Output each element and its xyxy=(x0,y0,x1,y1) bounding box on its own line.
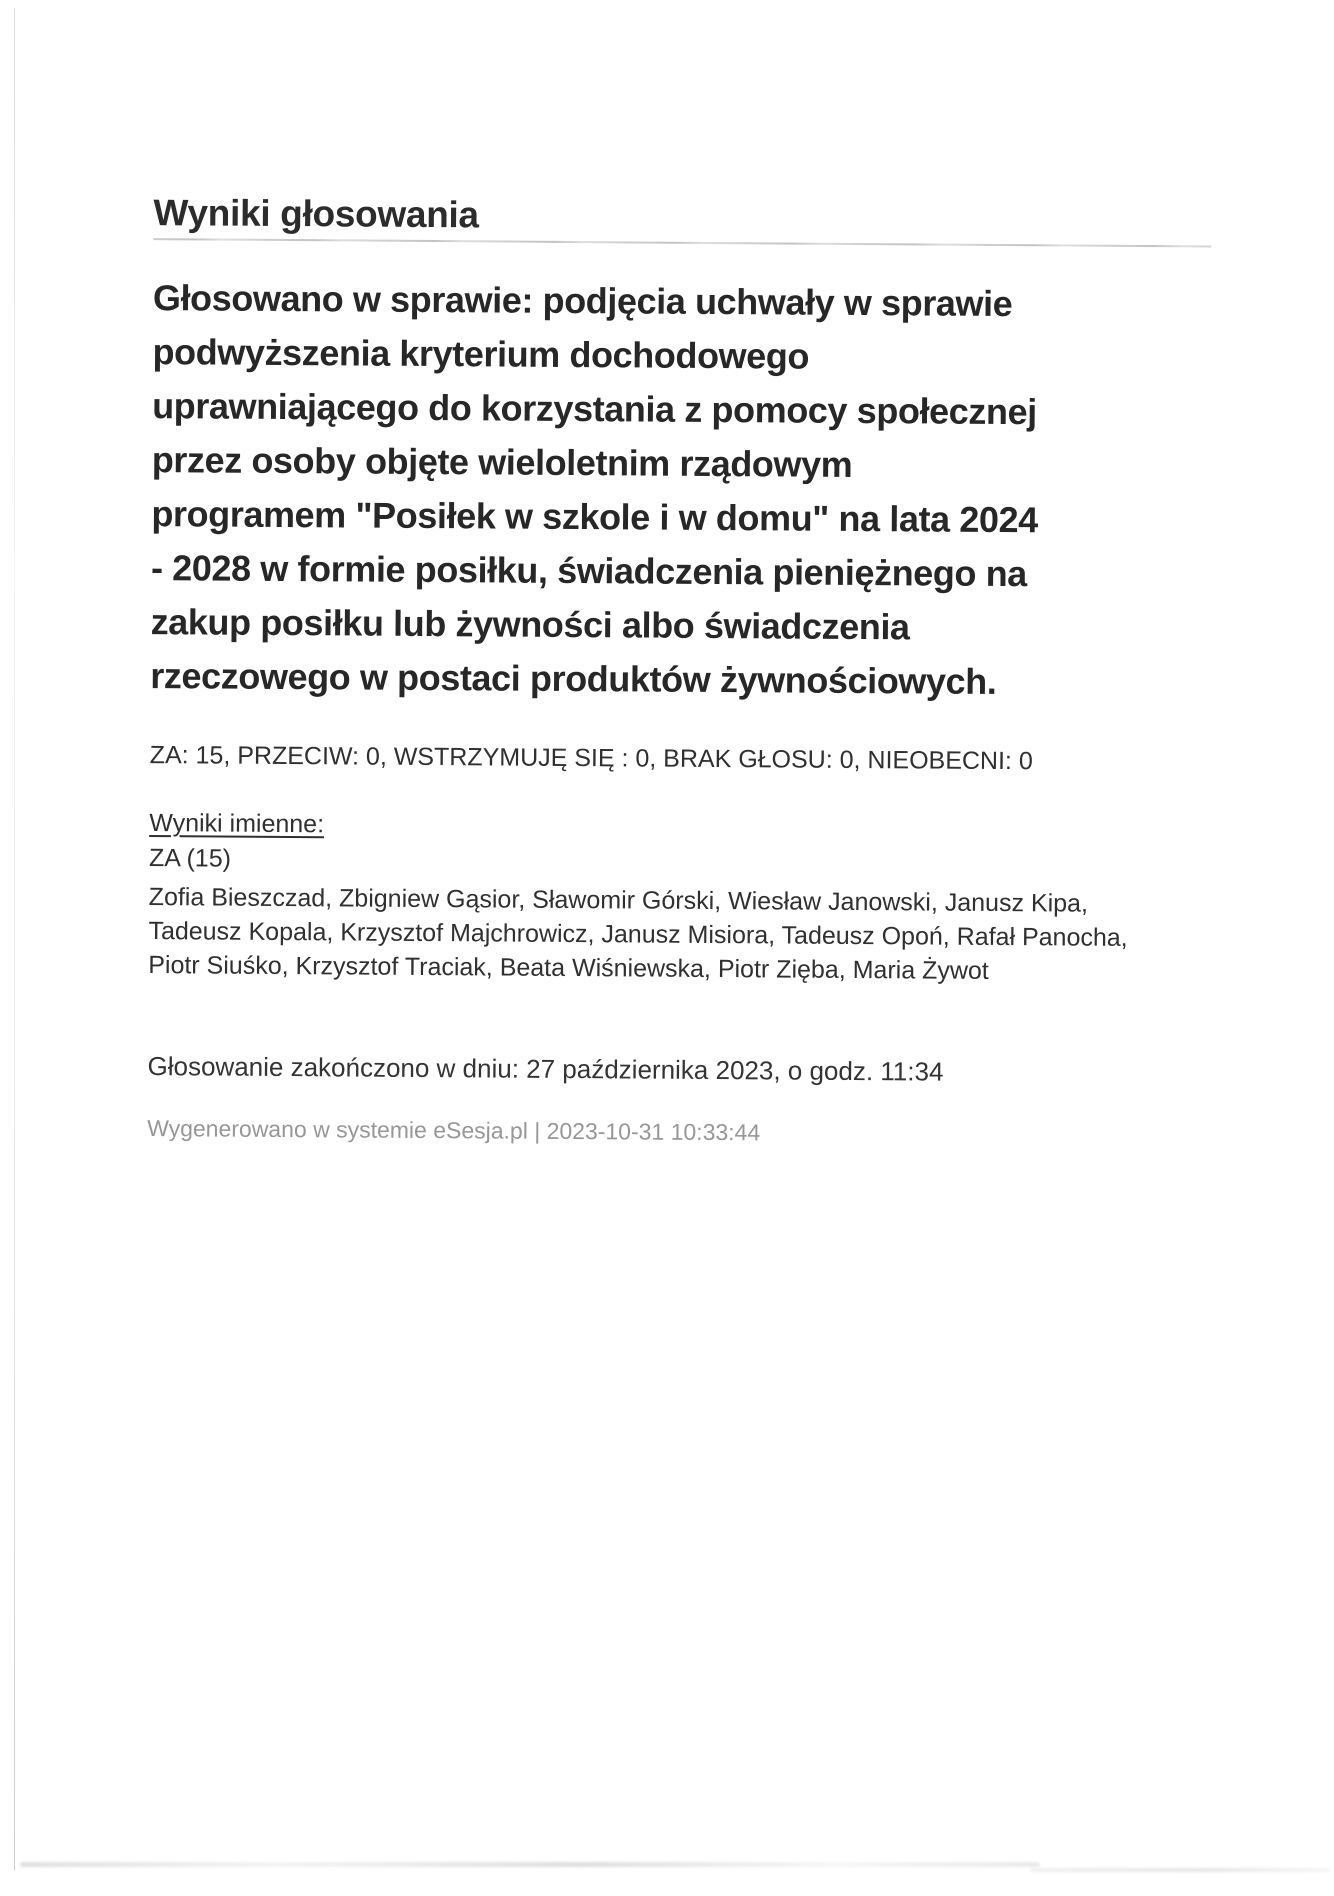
named-results-heading: Wyniki imienne: xyxy=(149,809,325,839)
za-group-label: ZA (15) xyxy=(148,844,232,873)
vote-summary-line: ZA: 15, PRZECIW: 0, WSTRZYMUJĘ SIĘ : 0, BRAK GŁOSU: 0, NIEOBECNI: 0 xyxy=(149,741,1033,776)
voting-closed-line: Głosowanie zakończono w dniu: 27 października 2023, o godz. 11:34 xyxy=(147,1051,944,1087)
generator-footer: Wygenerowano w systemie eSesja.pl | 2023-10-31 10:33:44 xyxy=(147,1115,761,1146)
page-title: Wyniki głosowania xyxy=(153,191,479,236)
za-names-list: Zofia Bieszczad, Zbigniew Gąsior, Sławomir Górski, Wiesław Janowski, Janusz Kipa, Tadeusz Kopala, Krzysztof Majchrowicz, Janusz Misiora, Tadeusz Opoń, Rafał Panocha, Piotr Siuśko, Krzysztof Traciak, Beata Wiśniewska, Piotr Zięba, Maria Żywot xyxy=(148,883,1128,985)
scan-bottom-smudge xyxy=(20,1862,1040,1867)
scan-bottom-smudge-right xyxy=(1030,1868,1330,1872)
scan-left-edge-artifact xyxy=(14,8,15,1870)
vote-subject-paragraph: Głosowano w sprawie: podjęcia uchwały w sprawie podwyższenia kryterium dochodowego uprawniającego do korzystania z pomocy społecznej przez osoby objęte wieloletnim rządowym programem "Posiłek w szkole i w domu" na lata 2024 - 2028 w formie posiłku, świadczenia pieniężnego na zakup posiłku lub żywności albo świadczenia rzeczowego w postaci produktów żywnościowych. xyxy=(150,277,1038,702)
title-divider-rule xyxy=(153,238,1211,247)
